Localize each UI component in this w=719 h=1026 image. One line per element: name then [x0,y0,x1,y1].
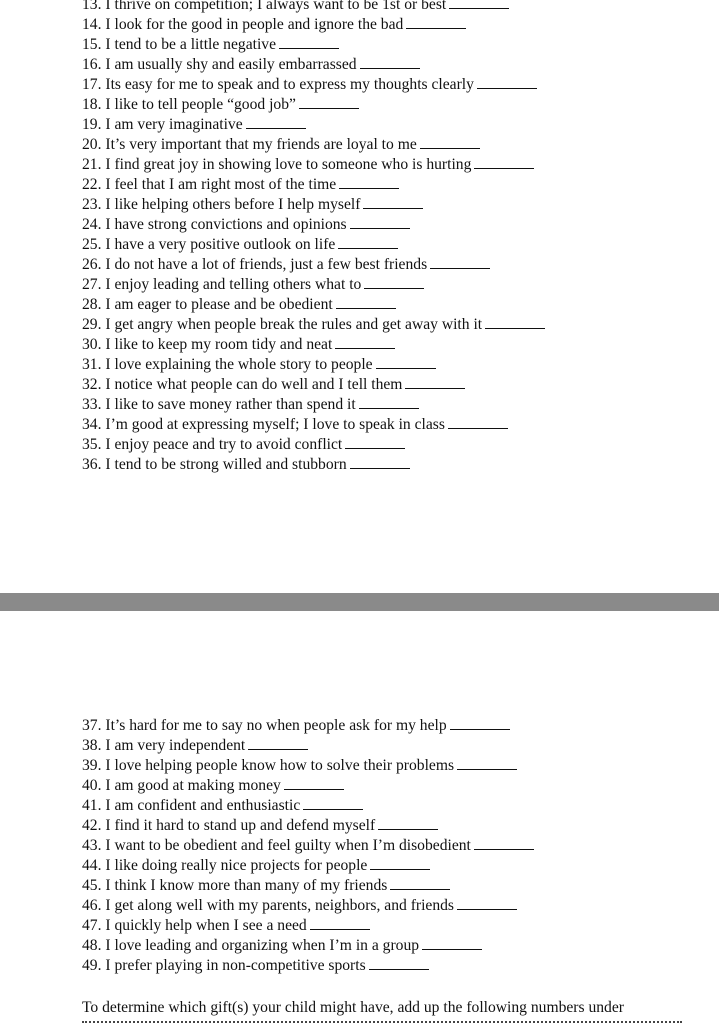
question-text: 18. I like to tell people “good job” [82,96,296,113]
answer-blank[interactable] [279,34,339,49]
question-text: 45. I think I know more than many of my friends [82,877,388,894]
answer-blank[interactable] [474,835,534,850]
question-item [82,815,438,836]
question-text: 15. I tend to be a little negative [82,36,276,53]
question-item [82,715,510,736]
question-item [82,735,308,756]
answer-blank[interactable] [449,0,509,9]
question-text: 36. I tend to be strong willed and stubborn [82,456,347,473]
answer-blank[interactable] [335,334,395,349]
question-text: 47. I quickly help when I see a need [82,917,307,934]
question-item [82,775,344,796]
answer-blank[interactable] [345,434,405,449]
question-item [82,955,429,976]
answer-blank[interactable] [457,755,517,770]
question-item [82,174,399,195]
question-item [82,94,359,115]
answer-blank[interactable] [284,775,344,790]
answer-blank[interactable] [378,815,438,830]
question-item [82,134,480,155]
answer-blank[interactable] [350,214,410,229]
question-text: 24. I have strong convictions and opinions [82,216,347,233]
question-item [82,875,450,896]
question-item [82,414,508,435]
question-text: 34. I’m good at expressing myself; I love to speak in class [82,416,445,433]
answer-blank[interactable] [370,855,430,870]
question-text: 40. I am good at making money [82,777,281,794]
question-text: 23. I like helping others before I help myself [82,196,361,213]
question-item [82,194,423,215]
answer-blank[interactable] [360,54,420,69]
question-text: 42. I find it hard to stand up and defend myself [82,817,376,834]
question-item [82,755,517,776]
question-text: 29. I get angry when people break the rules and get away with it [82,316,483,333]
question-item [82,74,537,95]
question-text: 37. It’s hard for me to say no when people ask for my help [82,717,447,734]
question-item [82,254,490,275]
question-item [82,935,482,956]
question-text: 19. I am very imaginative [82,116,243,133]
question-item [82,394,419,415]
question-text: 33. I like to save money rather than spend it [82,396,356,413]
answer-blank[interactable] [363,194,423,209]
question-text: 48. I love leading and organizing when I’m in a group [82,937,420,954]
answer-blank[interactable] [336,294,396,309]
question-item [82,334,395,355]
question-text: 30. I like to keep my room tidy and neat [82,336,333,353]
answer-blank[interactable] [474,154,534,169]
question-item [82,835,534,856]
cut-off-text-line [82,1018,682,1026]
answer-blank[interactable] [406,14,466,29]
answer-blank[interactable] [420,134,480,149]
question-text: 27. I enjoy leading and telling others what to [82,276,362,293]
question-item [82,294,396,315]
question-item [82,274,424,295]
question-text: 35. I enjoy peace and try to avoid conflict [82,436,343,453]
cut-off-line-mark [82,1021,682,1025]
question-item [82,374,465,395]
answer-blank[interactable] [338,234,398,249]
question-item [82,154,534,175]
question-item [82,0,509,15]
question-text: 22. I feel that I am right most of the time [82,176,337,193]
answer-blank[interactable] [422,935,482,950]
answer-blank[interactable] [477,74,537,89]
question-text: 25. I have a very positive outlook on life [82,236,336,253]
answer-blank[interactable] [450,715,510,730]
answer-blank[interactable] [390,875,450,890]
question-text: 43. I want to be obedient and feel guilty when I’m disobedient [82,837,471,854]
question-text: 46. I get along well with my parents, neighbors, and friends [82,897,455,914]
answer-blank[interactable] [303,795,363,810]
answer-blank[interactable] [364,274,424,289]
answer-blank[interactable] [369,955,429,970]
question-text: 16. I am usually shy and easily embarrassed [82,56,357,73]
answer-blank[interactable] [246,114,306,129]
answer-blank[interactable] [339,174,399,189]
question-text: 39. I love helping people know how to solve their problems [82,757,455,774]
question-text: 28. I am eager to please and be obedient [82,296,333,313]
question-item [82,434,405,455]
worksheet-page-bottom [0,611,719,1024]
question-text: 32. I notice what people can do well and I tell them [82,376,403,393]
question-item [82,915,370,936]
page-divider [0,593,719,611]
question-text: 44. I like doing really nice projects for people [82,857,368,874]
question-text: 38. I am very independent [82,737,246,754]
answer-blank[interactable] [299,94,359,109]
question-text: 17. Its easy for me to speak and to express my thoughts clearly [82,76,474,93]
answer-blank[interactable] [350,454,410,469]
answer-blank[interactable] [376,354,436,369]
instructions-text: To determine which gift(s) your child might have, add up the following numbers under [82,999,624,1016]
question-item [82,895,517,916]
question-item [82,314,545,335]
question-text: 21. I find great joy in showing love to someone who is hurting [82,156,472,173]
answer-blank[interactable] [359,394,419,409]
question-item [82,14,466,35]
answer-blank[interactable] [248,735,308,750]
question-text: 41. I am confident and enthusiastic [82,797,301,814]
question-text: 26. I do not have a lot of friends, just a few best friends [82,256,428,273]
question-item [82,114,306,135]
question-text: 20. It’s very important that my friends are loyal to me [82,136,417,153]
answer-blank[interactable] [310,915,370,930]
answer-blank[interactable] [430,254,490,269]
question-item [82,454,410,475]
question-item [82,214,410,235]
question-text: 14. I look for the good in people and ignore the bad [82,16,404,33]
answer-blank[interactable] [485,314,545,329]
question-text: 13. I thrive on competition; I always want to be 1st or best [82,0,447,13]
question-item [82,34,339,55]
question-text: 49. I prefer playing in non-competitive sports [82,957,366,974]
question-item [82,795,363,816]
question-item [82,234,398,255]
question-item [82,354,436,375]
question-text: 31. I love explaining the whole story to people [82,356,373,373]
question-item [82,855,430,876]
answer-blank[interactable] [448,414,508,429]
question-item [82,54,420,75]
answer-blank[interactable] [405,374,465,389]
answer-blank[interactable] [457,895,517,910]
